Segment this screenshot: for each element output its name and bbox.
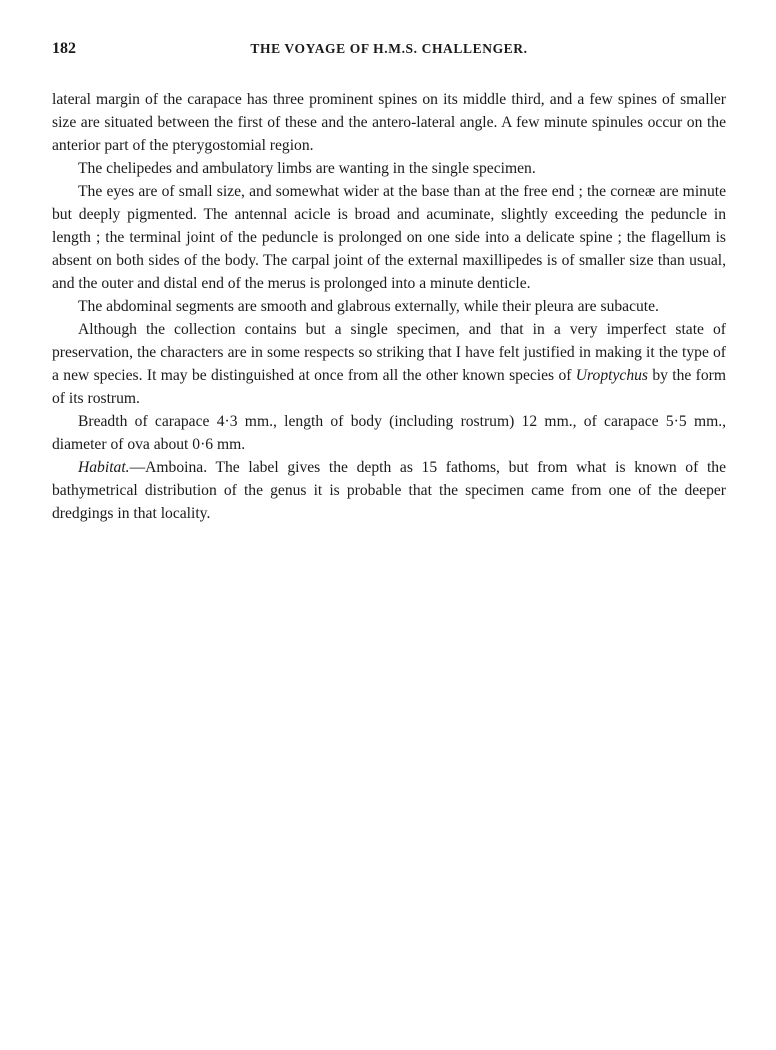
page (52, 40, 726, 525)
paragraph-lateral-margin (52, 88, 726, 157)
paragraph-text: Breadth of carapace 4·3 mm., length of body (including rostrum) 12 mm., of carapace 5·5 mm., diameter of ova about 0·6 mm. (52, 413, 726, 453)
habitat-label: Habitat. (78, 459, 130, 476)
running-head (52, 40, 726, 66)
paragraph-text: The chelipedes and ambulatory limbs are wanting in the single specimen. (78, 160, 536, 177)
paragraph-text: lateral margin of the carapace has three prominent spines on its middle third, and a few spines of smaller size are situated between the first of these and the antero-lateral angle. A few minute spinules occur on the anterior part of the pterygostomial region. (52, 91, 726, 154)
paragraph-chelipedes (52, 157, 726, 180)
paragraph-measurements (52, 410, 726, 456)
page-number: 182 (52, 40, 76, 57)
paragraph-text: Although the collection contains but a single specimen, and that in a very imperfect state of preservation, the characters are in some respects so striking that I have felt justified in making it the type of a new species. It may be distinguished at once from all the other known species of (52, 321, 726, 384)
paragraph-habitat (52, 456, 726, 525)
paragraph-text: The eyes are of small size, and somewhat wider at the base than at the free end ; the corneæ are minute but deeply pigmented. The antennal acicle is broad and acuminate, slightly exceeding the peduncle in length ; the terminal joint of the peduncle is prolonged on one side into a delicate spine ; the flagellum is absent on both sides of the body. The carpal joint of the external maxillipedes is of smaller size than usual, and the outer and distal end of the merus is prolonged into a minute denticle. (52, 183, 726, 292)
running-title: THE VOYAGE OF H.M.S. CHALLENGER. (250, 41, 528, 56)
paragraph-collection (52, 318, 726, 410)
paragraph-text: The abdominal segments are smooth and glabrous externally, while their pleura are subacute. (78, 298, 659, 315)
paragraph-eyes (52, 180, 726, 295)
paragraph-text: by the form of its rostrum. (52, 367, 726, 407)
genus-name: Uroptychus (575, 367, 648, 384)
body-text (52, 88, 726, 525)
paragraph-abdominal-segments (52, 295, 726, 318)
paragraph-text: —Amboina. The label gives the depth as 15 fathoms, but from what is known of the bathymetrical distribution of the genus it is probable that the specimen came from one of the deeper dredgings in that locality. (52, 459, 726, 522)
